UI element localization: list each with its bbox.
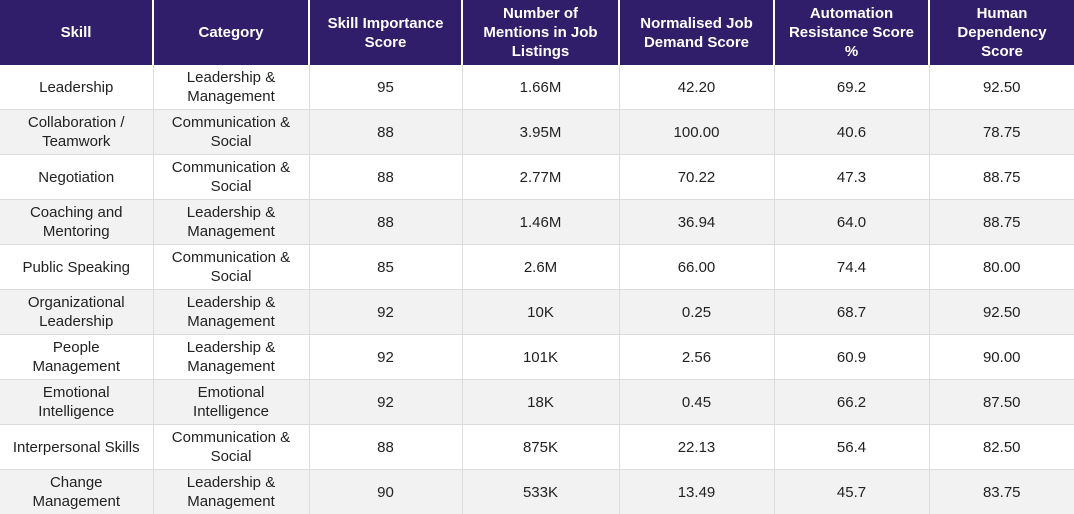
cell-category: Leadership & Management — [153, 335, 309, 380]
cell-category: Leadership & Management — [153, 470, 309, 514]
cell-job-demand-score: 2.56 — [619, 335, 774, 380]
cell-skill: Emotional Intelligence — [0, 380, 153, 425]
cell-job-demand-score: 66.00 — [619, 245, 774, 290]
cell-category: Leadership & Management — [153, 290, 309, 335]
cell-automation-resistance: 64.0 — [774, 200, 929, 245]
cell-skill-importance-score: 88 — [309, 200, 462, 245]
cell-human-dependency: 82.50 — [929, 425, 1074, 470]
cell-job-demand-score: 42.20 — [619, 65, 774, 110]
cell-skill: Change Management — [0, 470, 153, 514]
cell-skill: Public Speaking — [0, 245, 153, 290]
cell-automation-resistance: 56.4 — [774, 425, 929, 470]
cell-skill: Leadership — [0, 65, 153, 110]
cell-human-dependency: 92.50 — [929, 290, 1074, 335]
cell-skill: Organizational Leadership — [0, 290, 153, 335]
header-cell-category: Category — [153, 0, 309, 65]
cell-skill-importance-score: 88 — [309, 155, 462, 200]
cell-automation-resistance: 74.4 — [774, 245, 929, 290]
cell-skill-importance-score: 85 — [309, 245, 462, 290]
cell-automation-resistance: 68.7 — [774, 290, 929, 335]
cell-mentions: 10K — [462, 290, 619, 335]
cell-job-demand-score: 13.49 — [619, 470, 774, 514]
header-cell-automation-resistance-score: Automation Resistance Score % — [774, 0, 929, 65]
cell-mentions: 533K — [462, 470, 619, 514]
cell-human-dependency: 78.75 — [929, 110, 1074, 155]
table-row — [0, 65, 1074, 110]
cell-skill-importance-score: 88 — [309, 110, 462, 155]
cell-skill: Interpersonal Skills — [0, 425, 153, 470]
cell-job-demand-score: 36.94 — [619, 200, 774, 245]
cell-job-demand-score: 0.45 — [619, 380, 774, 425]
cell-automation-resistance: 45.7 — [774, 470, 929, 514]
header-cell-normalised-job-demand-score: Normalised Job Demand Score — [619, 0, 774, 65]
header-cell-skill-importance-score: Skill Importance Score — [309, 0, 462, 65]
cell-human-dependency: 88.75 — [929, 200, 1074, 245]
table-row — [0, 470, 1074, 514]
cell-mentions: 3.95M — [462, 110, 619, 155]
cell-mentions: 18K — [462, 380, 619, 425]
cell-human-dependency: 83.75 — [929, 470, 1074, 514]
cell-skill: Collaboration / Teamwork — [0, 110, 153, 155]
cell-category: Communication & Social — [153, 425, 309, 470]
header-cell-human-dependency-score: Human Dependency Score — [929, 0, 1074, 65]
cell-skill-importance-score: 95 — [309, 65, 462, 110]
cell-category: Leadership & Management — [153, 200, 309, 245]
cell-automation-resistance: 69.2 — [774, 65, 929, 110]
cell-job-demand-score: 22.13 — [619, 425, 774, 470]
table-row — [0, 245, 1074, 290]
cell-category: Communication & Social — [153, 155, 309, 200]
cell-mentions: 1.66M — [462, 65, 619, 110]
cell-human-dependency: 80.00 — [929, 245, 1074, 290]
header-cell-mentions-in-job-listings: Number of Mentions in Job Listings — [462, 0, 619, 65]
cell-job-demand-score: 70.22 — [619, 155, 774, 200]
header-cell-skill: Skill — [0, 0, 153, 65]
cell-mentions: 2.77M — [462, 155, 619, 200]
cell-category: Communication & Social — [153, 110, 309, 155]
cell-skill-importance-score: 92 — [309, 290, 462, 335]
cell-automation-resistance: 60.9 — [774, 335, 929, 380]
cell-job-demand-score: 100.00 — [619, 110, 774, 155]
cell-skill: Coaching and Mentoring — [0, 200, 153, 245]
cell-automation-resistance: 66.2 — [774, 380, 929, 425]
cell-skill: People Management — [0, 335, 153, 380]
cell-human-dependency: 92.50 — [929, 65, 1074, 110]
table-row — [0, 200, 1074, 245]
cell-automation-resistance: 47.3 — [774, 155, 929, 200]
cell-skill-importance-score: 88 — [309, 425, 462, 470]
cell-skill-importance-score: 92 — [309, 335, 462, 380]
cell-job-demand-score: 0.25 — [619, 290, 774, 335]
cell-mentions: 2.6M — [462, 245, 619, 290]
cell-human-dependency: 88.75 — [929, 155, 1074, 200]
table-row — [0, 380, 1074, 425]
cell-skill: Negotiation — [0, 155, 153, 200]
cell-mentions: 1.46M — [462, 200, 619, 245]
table-row — [0, 110, 1074, 155]
cell-skill-importance-score: 92 — [309, 380, 462, 425]
cell-automation-resistance: 40.6 — [774, 110, 929, 155]
cell-human-dependency: 87.50 — [929, 380, 1074, 425]
cell-category: Emotional Intelligence — [153, 380, 309, 425]
cell-human-dependency: 90.00 — [929, 335, 1074, 380]
table-row — [0, 335, 1074, 380]
cell-category: Leadership & Management — [153, 65, 309, 110]
cell-skill-importance-score: 90 — [309, 470, 462, 514]
table-header-row — [0, 0, 1074, 65]
cell-mentions: 875K — [462, 425, 619, 470]
table-row — [0, 155, 1074, 200]
table-row — [0, 425, 1074, 470]
cell-category: Communication & Social — [153, 245, 309, 290]
table-row — [0, 290, 1074, 335]
cell-mentions: 101K — [462, 335, 619, 380]
